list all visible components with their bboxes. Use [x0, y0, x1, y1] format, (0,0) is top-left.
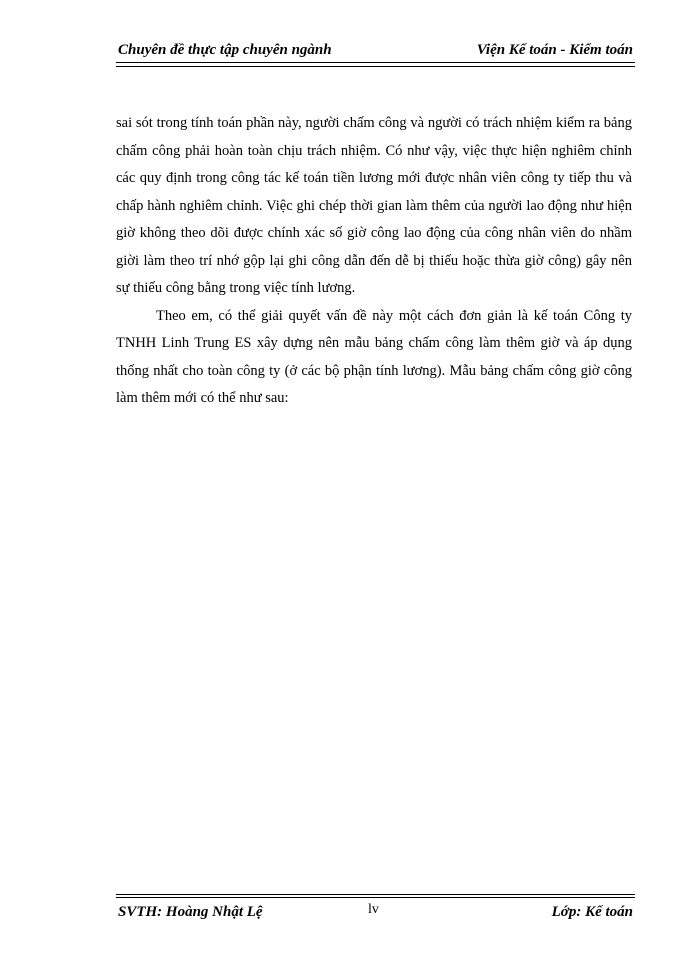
header-course-title: Chuyên đề thực tập chuyên ngành [118, 42, 332, 58]
footer-student-name: SVTH: Hoàng Nhật Lệ [118, 904, 263, 920]
footer-rule-thin [116, 894, 635, 895]
paragraph-continued: sai sót trong tính toán phần này, người chấm công và người có trách nhiệm kiểm ra bảng chấm công phải hoàn toàn chịu trách nhiệm. Có như vậy, việc thực hiện nghiêm chỉnh các quy định trong công tác kế toán tiền lương mới được nhân viên công ty tiếp thu và chấp hành nghiêm chỉnh. Việc ghi chép thời gian làm thêm của người lao động như hiện giờ không theo dõi được chính xác số giờ công lao động của công nhân viên do nhầm giời làm theo trí nhớ gộp lại ghi công dẫn đến dễ bị thiếu hoặc thừa giờ công) gây nên sự thiếu công bằng trong việc tính lương. [116, 115, 632, 296]
page-footer [116, 894, 635, 924]
footer-class: Lớp: Kế toán [551, 904, 633, 920]
footer-rule-thick [116, 897, 635, 898]
page-header [116, 40, 635, 70]
header-institute: Viện Kế toán - Kiểm toán [476, 42, 633, 58]
page-number: lv [368, 902, 379, 917]
header-rule-thick [116, 62, 635, 63]
document-body [116, 110, 632, 413]
paragraph-proposal: Theo em, có thể giải quyết vấn đề này một cách đơn giản là kế toán Công ty TNHH Linh Trung ES xây dựng nên mẫu bảng chấm công làm thêm giờ và áp dụng thống nhất cho toàn công ty (ở các bộ phận tính lương). Mẫu bảng chấm công giờ công làm thêm mới có thể như sau: [116, 307, 632, 406]
header-rule-thin [116, 66, 635, 67]
